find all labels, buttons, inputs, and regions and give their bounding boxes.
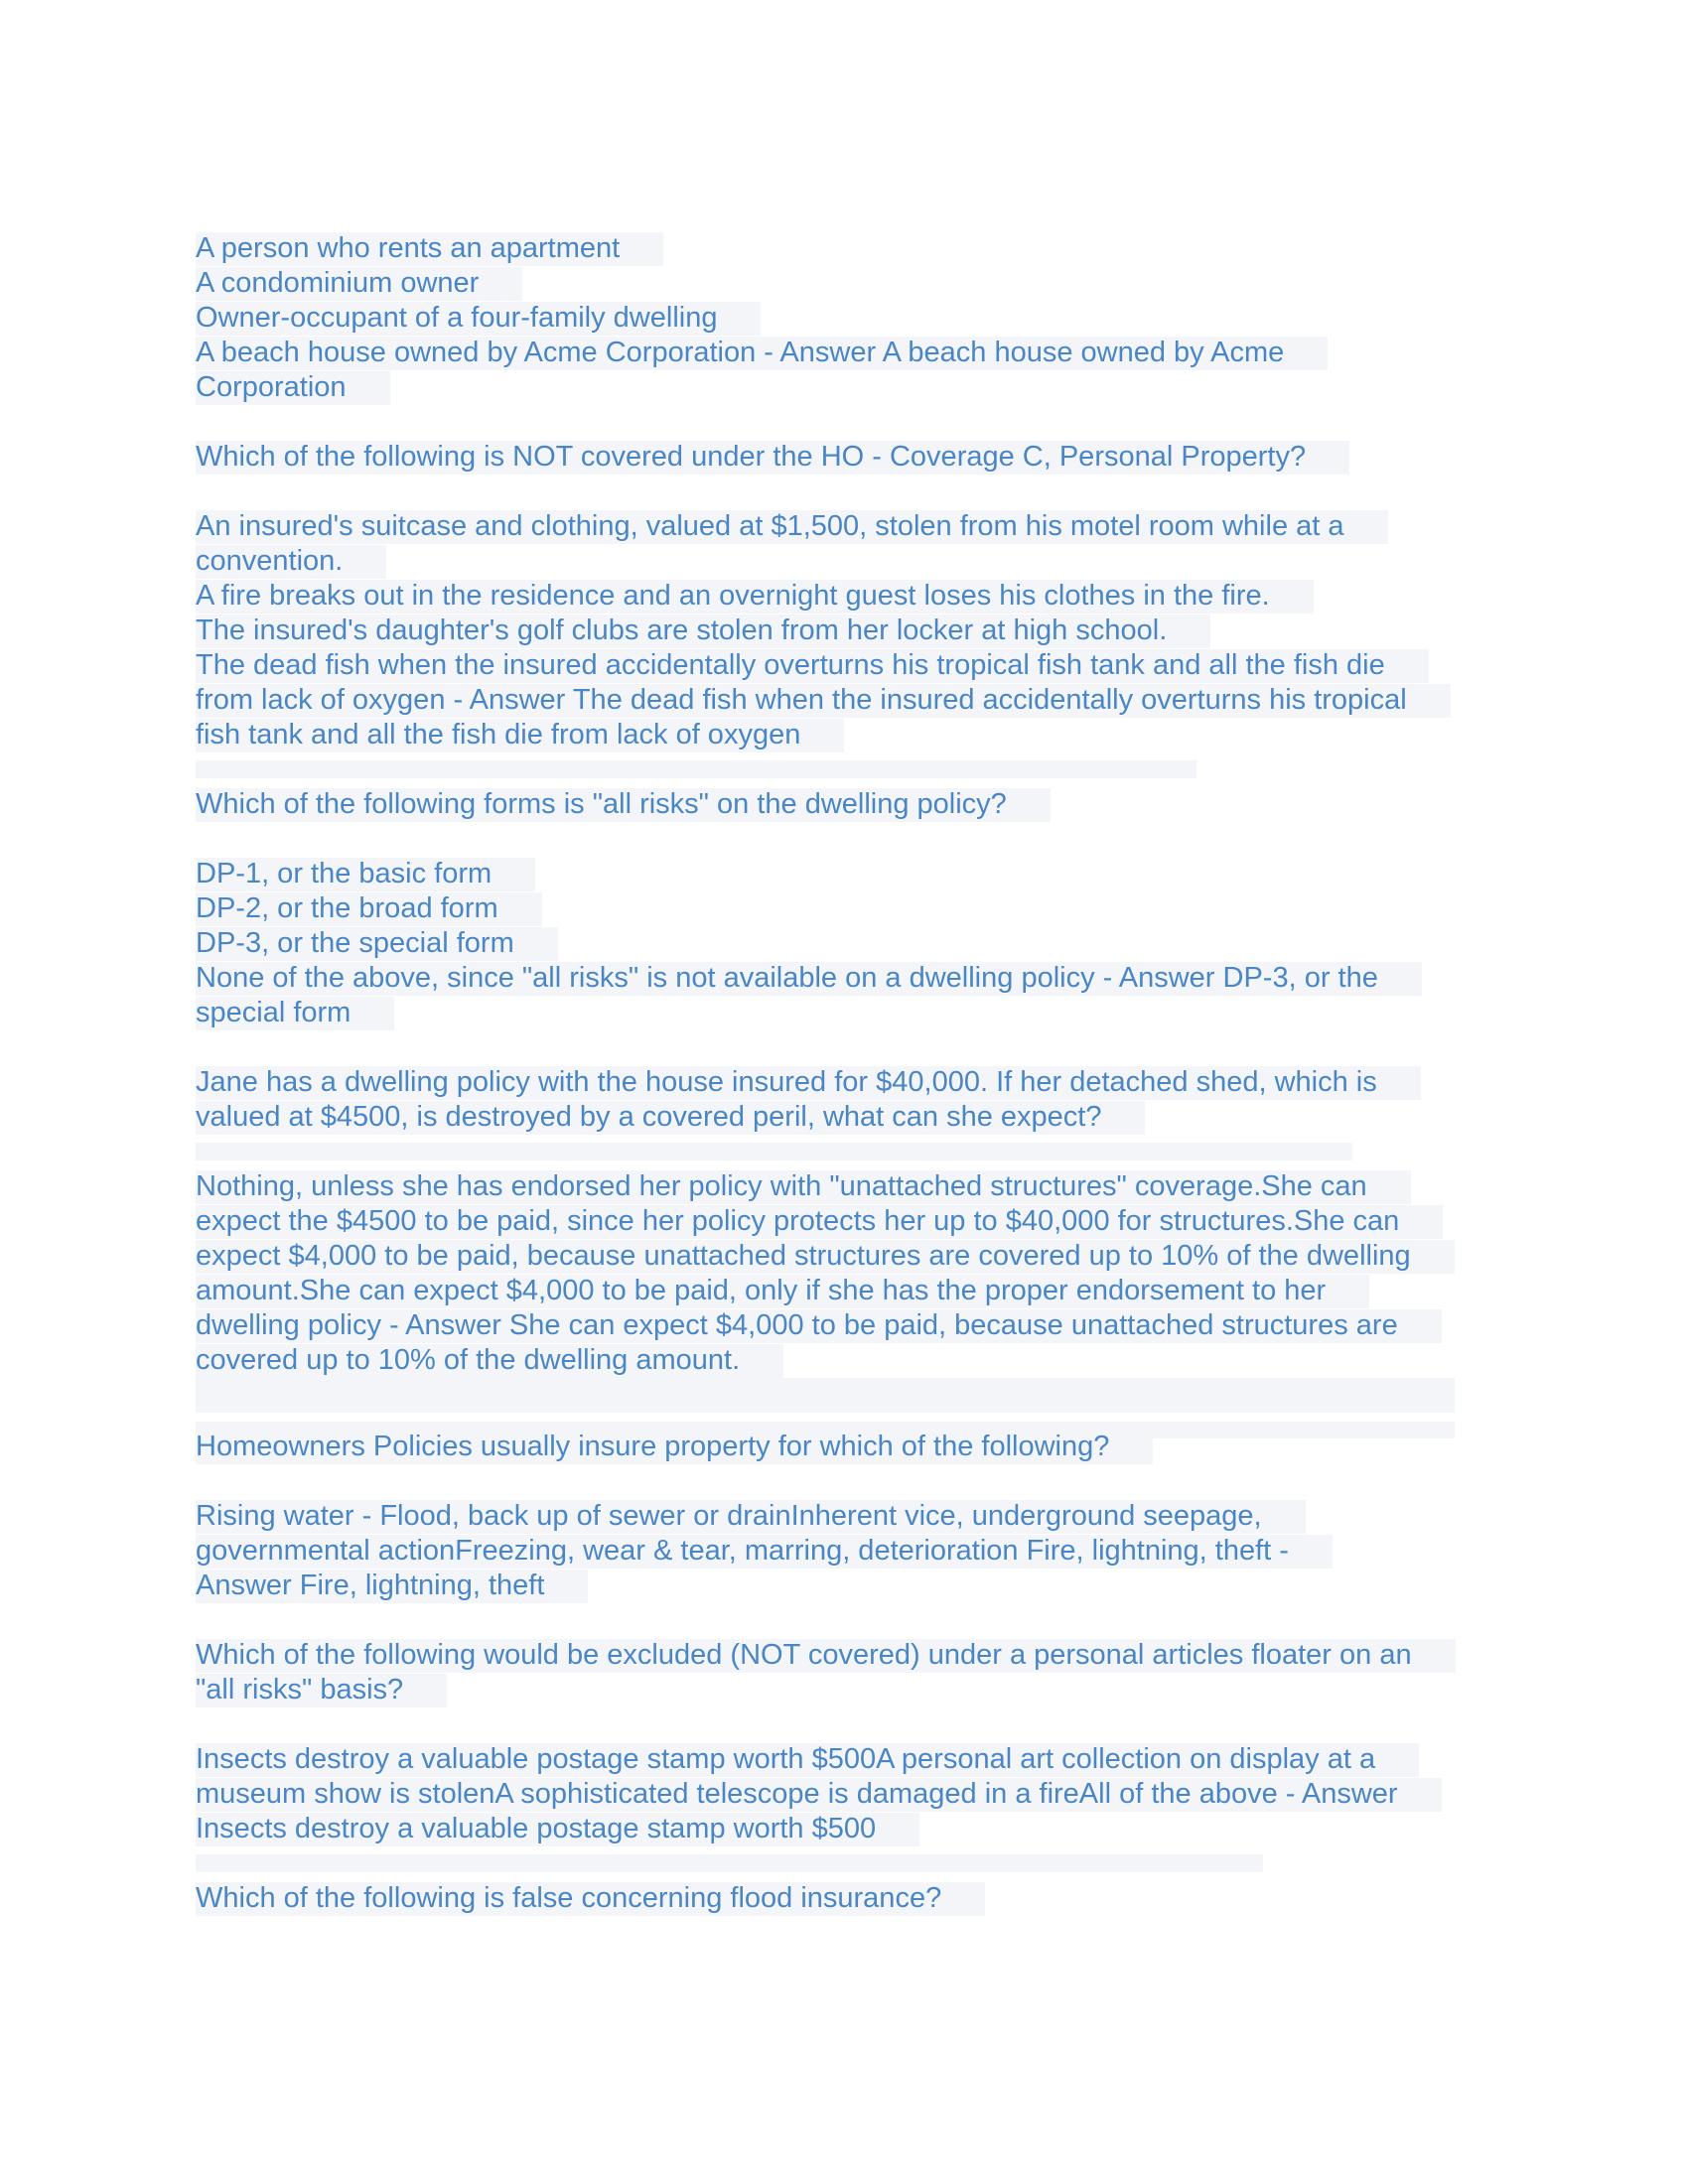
- question-line: "all risks" basis?: [196, 1673, 1486, 1707]
- paragraph-gap: [196, 1707, 1486, 1742]
- question-line: Jane has a dwelling policy with the house insured for $40,000. If her detached shed, which is: [196, 1065, 1486, 1100]
- text-line: museum show is stolenA sophisticated telescope is damaged in a fireAll of the above - Answer: [196, 1777, 1486, 1812]
- highlight-tail: [196, 1378, 1486, 1413]
- paragraph-gap: [196, 475, 1486, 509]
- text-line: A fire breaks out in the residence and an overnight guest loses his clothes in the fire.: [196, 579, 1486, 614]
- text-line: expect $4,000 to be paid, because unattached structures are covered up to 10% of the dwelling: [196, 1239, 1486, 1274]
- paragraph-gap: [196, 1603, 1486, 1638]
- text-line: DP-3, or the special form: [196, 926, 1486, 961]
- text-line: Insects destroy a valuable postage stamp worth $500: [196, 1812, 1486, 1846]
- highlight-tail: [196, 752, 1486, 770]
- text-line: A condominium owner: [196, 266, 1486, 301]
- text-line: Answer Fire, lightning, theft: [196, 1569, 1486, 1603]
- question-line: Which of the following is false concerning flood insurance?: [196, 1881, 1486, 1916]
- text-line: A beach house owned by Acme Corporation - Answer A beach house owned by Acme: [196, 336, 1486, 370]
- text-line: expect the $4500 to be paid, since her policy protects her up to $40,000 for structures.She can: [196, 1204, 1486, 1239]
- paragraph-gap: [196, 1464, 1486, 1499]
- text-line: Insects destroy a valuable postage stamp worth $500A personal art collection on display at a: [196, 1742, 1486, 1777]
- text-line: An insured's suitcase and clothing, valued at $1,500, stolen from his motel room while at a: [196, 509, 1486, 544]
- text-line: DP-2, or the broad form: [196, 891, 1486, 926]
- text-line: fish tank and all the fish die from lack of oxygen: [196, 718, 1486, 752]
- text-line: Corporation: [196, 370, 1486, 405]
- highlight-tail: [196, 1413, 1486, 1430]
- text-line: amount.She can expect $4,000 to be paid, only if she has the proper endorsement to her: [196, 1274, 1486, 1308]
- text-line: Nothing, unless she has endorsed her policy with "unattached structures" coverage.She can: [196, 1169, 1486, 1204]
- highlight-tail: [196, 1135, 1486, 1153]
- paragraph-gap: [196, 1030, 1486, 1065]
- text-line: A person who rents an apartment: [196, 231, 1486, 266]
- paragraph-gap: [196, 822, 1486, 857]
- paragraph-gap: [196, 405, 1486, 440]
- document-body: [196, 231, 1486, 1916]
- question-line: valued at $4500, is destroyed by a covered peril, what can she expect?: [196, 1100, 1486, 1135]
- text-line: Owner-occupant of a four-family dwelling: [196, 301, 1486, 336]
- text-line: from lack of oxygen - Answer The dead fish when the insured accidentally overturns his tropical: [196, 683, 1486, 718]
- text-line: convention.: [196, 544, 1486, 579]
- text-line: The dead fish when the insured accidentally overturns his tropical fish tank and all the fish die: [196, 648, 1486, 683]
- text-line: special form: [196, 996, 1486, 1030]
- question-line: Which of the following is NOT covered under the HO - Coverage C, Personal Property?: [196, 440, 1486, 475]
- text-line: Rising water - Flood, back up of sewer or drainInherent vice, underground seepage,: [196, 1499, 1486, 1534]
- text-line: None of the above, since "all risks" is not available on a dwelling policy - Answer DP-3, or the: [196, 961, 1486, 996]
- text-line: dwelling policy - Answer She can expect $4,000 to be paid, because unattached structures are: [196, 1308, 1486, 1343]
- question-line: Which of the following would be excluded (NOT covered) under a personal articles floater on an: [196, 1638, 1486, 1673]
- question-line: Homeowners Policies usually insure property for which of the following?: [196, 1430, 1486, 1464]
- text-line: DP-1, or the basic form: [196, 857, 1486, 891]
- highlight-tail: [196, 1846, 1486, 1864]
- text-line: The insured's daughter's golf clubs are stolen from her locker at high school.: [196, 614, 1486, 648]
- text-line: governmental actionFreezing, wear & tear, marring, deterioration Fire, lightning, theft -: [196, 1534, 1486, 1569]
- question-line: Which of the following forms is "all risks" on the dwelling policy?: [196, 787, 1486, 822]
- text-line: covered up to 10% of the dwelling amount.: [196, 1343, 1486, 1378]
